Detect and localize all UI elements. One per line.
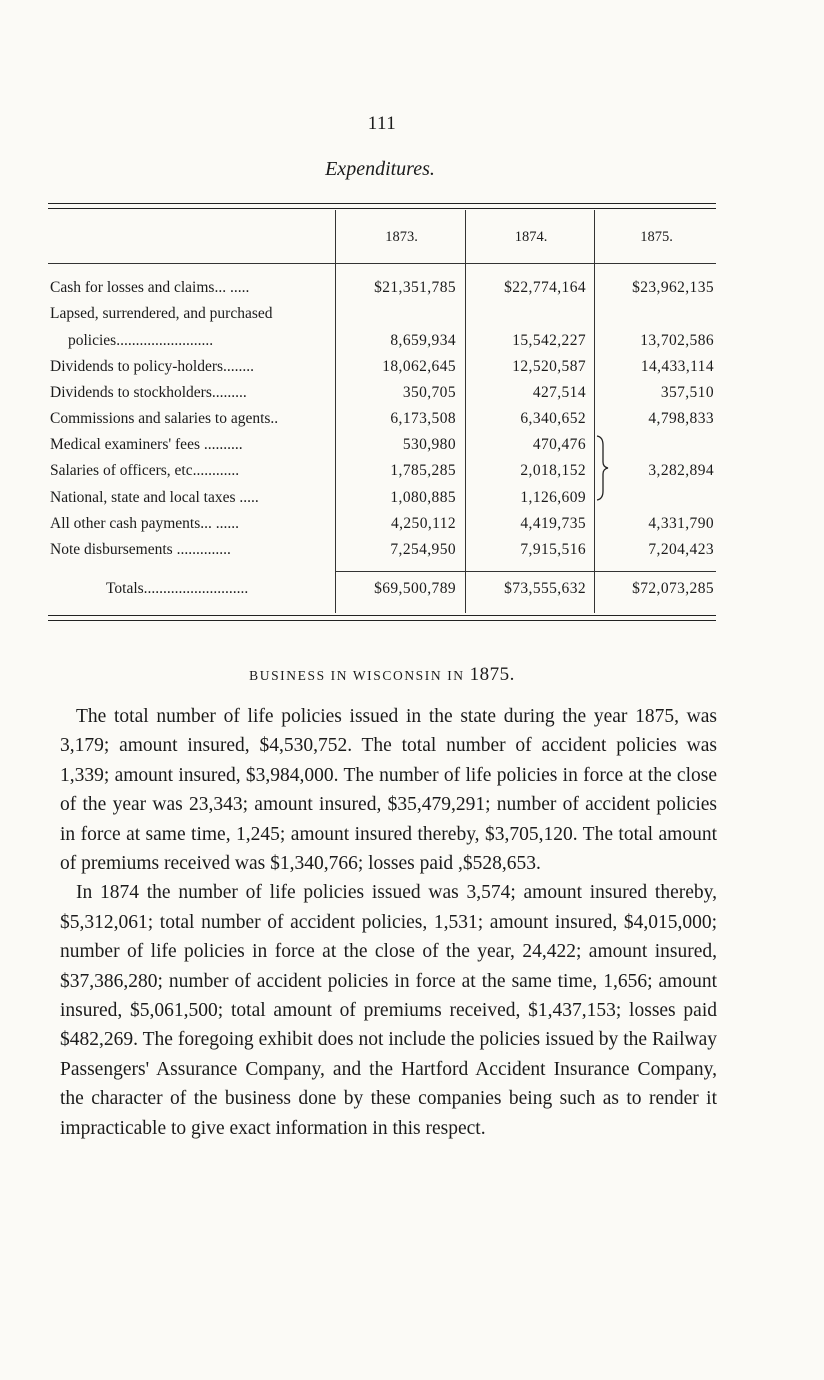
body-text [60, 702, 717, 1143]
value-1874: 4,419,735 [520, 515, 586, 532]
value-1873: 1,080,885 [390, 489, 456, 506]
table-row [48, 305, 716, 331]
value-1875: $23,962,135 [632, 279, 714, 296]
value-1873: 350,705 [402, 384, 456, 401]
totals-label: Totals........................... [106, 580, 249, 597]
value-1873: 8,659,934 [390, 332, 456, 349]
row-label: Medical examiners' fees .......... [50, 436, 243, 453]
row-label: Cash for losses and claims... ..... [50, 279, 250, 296]
row-label: Commissions and salaries to agents.. [50, 410, 279, 427]
year-header-1875: 1875. [640, 229, 673, 245]
value-1874: 1,126,609 [520, 489, 586, 506]
header-rule [48, 263, 716, 264]
section-heading [0, 664, 764, 686]
table-bottom-rule-inner [48, 620, 716, 621]
totals-row [48, 580, 716, 606]
total-1873: $69,500,789 [374, 580, 456, 597]
value-1875: 7,204,423 [648, 541, 714, 558]
value-1874: 15,542,227 [512, 332, 586, 349]
row-label: Salaries of officers, etc............ [50, 462, 240, 479]
value-1874: 12,520,587 [512, 358, 586, 375]
value-1874: 7,915,516 [520, 541, 586, 558]
table-top-rule [48, 203, 716, 204]
table-row [48, 515, 716, 541]
table-row [48, 410, 716, 436]
value-1873: $21,351,785 [374, 279, 456, 296]
year-header-1874: 1874. [514, 229, 548, 245]
row-label: All other cash payments... ...... [50, 515, 239, 532]
table-row [48, 541, 716, 567]
right-brace-icon [594, 435, 612, 501]
row-label: National, state and local taxes ..... [50, 489, 259, 506]
table-row [48, 462, 716, 488]
row-label: Dividends to policy-holders........ [50, 358, 255, 375]
value-1873: 4,250,112 [390, 515, 456, 532]
value-1873: 530,980 [402, 436, 456, 453]
value-1874: 470,476 [532, 436, 586, 453]
table-top-rule-inner [48, 208, 716, 209]
value-1873: 7,254,950 [390, 541, 456, 558]
section-heading-year: 1875. [469, 664, 515, 685]
value-1873: 18,062,645 [382, 358, 456, 375]
total-1875: $72,073,285 [632, 580, 714, 597]
value-1875: 13,702,586 [640, 332, 714, 349]
table-bottom-rule [48, 615, 716, 616]
row-label: Note disbursements .............. [50, 541, 231, 558]
value-1874: $22,774,164 [504, 279, 586, 296]
value-1875: 4,331,790 [648, 515, 714, 532]
expenditures-table [48, 203, 716, 629]
value-1874: 6,340,652 [520, 410, 586, 427]
table-row [48, 332, 716, 358]
table-row [48, 384, 716, 410]
value-1874: 427,514 [532, 384, 586, 401]
row-label: policies......................... [68, 332, 214, 349]
row-label: Lapsed, surrendered, and purchased [50, 305, 273, 322]
total-1874: $73,555,632 [504, 580, 586, 597]
value-1873: 1,785,285 [390, 462, 456, 479]
table-title: Expenditures. [325, 158, 435, 180]
year-header-1873: 1873. [385, 229, 418, 245]
totals-rule [335, 571, 716, 572]
value-1873: 6,173,508 [390, 410, 456, 427]
value-1875: 4,798,833 [648, 410, 714, 427]
value-1875: 14,433,114 [640, 358, 714, 375]
paragraph-2: In 1874 the number of life policies issued was 3,574; amount insured thereby, $5,312,061; total number of accident policies, 1,531; amount insured, $4,015,000; number of life policies in force at the close of the year, 24,422; amount insured, $37,386,280; number of accident policies in force at the same time, 1,656; amount insured, $5,061,500; total amount of premiums received, $1,437,153; losses paid $482,269. The foregoing exhibit does not include the policies issued by the Railway Passengers' Assurance Company, and the Hartford Accident Insurance Company, the character of the business done by these companies being such as to render it impracticable to give exact information in this respect. [60, 882, 717, 1139]
table-row [48, 436, 716, 462]
paragraph-1: The total number of life policies issued in the state during the year 1875, was 3,179; amount insured, $4,530,752. The total number of accident policies was 1,339; amount insured, $3,984,000. The number of life policies in force at the close of the year was 23,343; amount insured, $35,479,291; number of accident policies in force at same time, 1,245; amount insured thereby, $3,705,120. The total amount of premiums received was $1,340,766; losses paid ,$528,653. [60, 706, 717, 875]
row-label: Dividends to stockholders......... [50, 384, 247, 401]
table-row [48, 358, 716, 384]
section-heading-text: BUSINESS IN WISCONSIN IN [249, 668, 465, 683]
page-number: 111 [367, 113, 397, 134]
table-row [48, 489, 716, 515]
value-1875-combined: 3,282,894 [648, 462, 714, 479]
value-1875: 357,510 [660, 384, 714, 401]
value-1874: 2,018,152 [520, 462, 586, 479]
table-row [48, 279, 716, 305]
